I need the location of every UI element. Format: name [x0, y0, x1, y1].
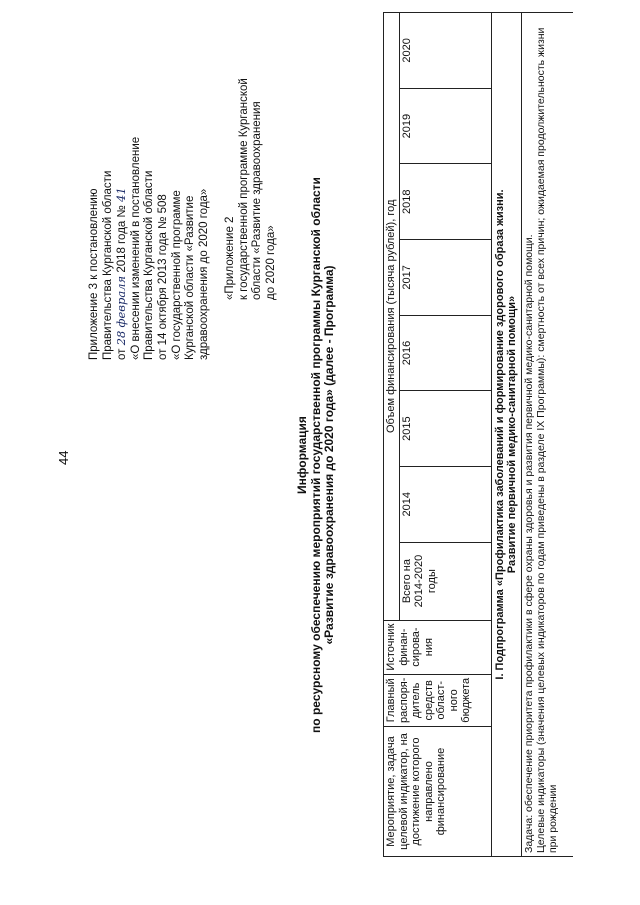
date-prefix: от — [116, 348, 129, 360]
appendix-line: Приложение 3 к постановлению — [88, 188, 100, 360]
header-year: 2015 — [399, 391, 491, 467]
attachment-line: к государственной программе Курганской — [237, 78, 250, 300]
header-executor: Главный распоря-дитель средств област-ного бюджета — [384, 674, 492, 726]
indicators-text: Целевые индикаторы (значения целевых индикаторов по годам приведены в разделе IX Программы): смертность от всех причин; ожидаемая продолжительность жизни при рождении — [534, 27, 559, 853]
appendix-date-line — [115, 30, 130, 360]
appendix-line: здравоохранения до 2020 года» — [197, 188, 210, 360]
funding-table — [383, 12, 573, 857]
decree-number: 41 — [114, 187, 129, 202]
appendix-line: Правительства Курганской области — [101, 170, 114, 360]
title-line: по ресурсному обеспечению мероприятий государственной программы Курганской области — [308, 177, 323, 733]
header-year: 2018 — [399, 164, 491, 240]
header-year: 2017 — [399, 240, 491, 316]
header-funding: Объем финансирования (тысяча рублей), год — [384, 13, 400, 621]
header-year: 2014 — [399, 466, 491, 542]
attachment-block — [224, 30, 278, 300]
header-year: 2020 — [399, 13, 491, 89]
attachment-line: области «Развитие здравоохранения — [251, 101, 264, 300]
section-line: I. Подпрограмма «Профилактика заболеваний и формирование здорового образа жизни. — [493, 189, 506, 680]
appendix-block — [88, 30, 211, 360]
header-year: 2019 — [399, 88, 491, 164]
header-measure: Мероприятие, задача целевой индикатор, на достижение которого направлено финансирование — [384, 727, 492, 857]
appendix-line: Курганской области «Развитие — [184, 195, 197, 360]
document-title — [296, 105, 337, 805]
appendix-line: «О государственной программе — [170, 190, 183, 360]
page-number: 44 — [56, 450, 71, 465]
date-day: 28 — [114, 330, 129, 346]
appendix-line: «О внесении изменений в постановление — [129, 136, 142, 360]
attachment-line: до 2020 года» — [264, 225, 277, 300]
appendix-line: Правительства Курганской области — [143, 170, 156, 360]
title-line: Информация — [295, 416, 309, 494]
header-year: 2016 — [399, 315, 491, 391]
date-month: февраля — [114, 275, 129, 328]
header-total: Всего на 2014-2020 годы — [399, 542, 491, 620]
appendix-line: от 14 октября 2013 года № 508 — [156, 194, 169, 360]
task-cell — [521, 13, 573, 857]
section-line: Развитие первичной медико-санитарной помощи» — [506, 295, 518, 574]
section-heading — [491, 13, 521, 857]
title-line: «Развитие здравоохранения до 2020 года» (далее - Программа) — [322, 265, 336, 645]
attachment-line: «Приложение 2 — [224, 216, 236, 300]
date-year: 2018 года № — [116, 205, 129, 273]
task-text: Задача: обеспечение приоритета профилактики в сфере охраны здоровья и развития первичной медико-санитарной помощи. — [522, 234, 535, 853]
header-source: Источник финан-сирова-ния — [384, 620, 492, 674]
